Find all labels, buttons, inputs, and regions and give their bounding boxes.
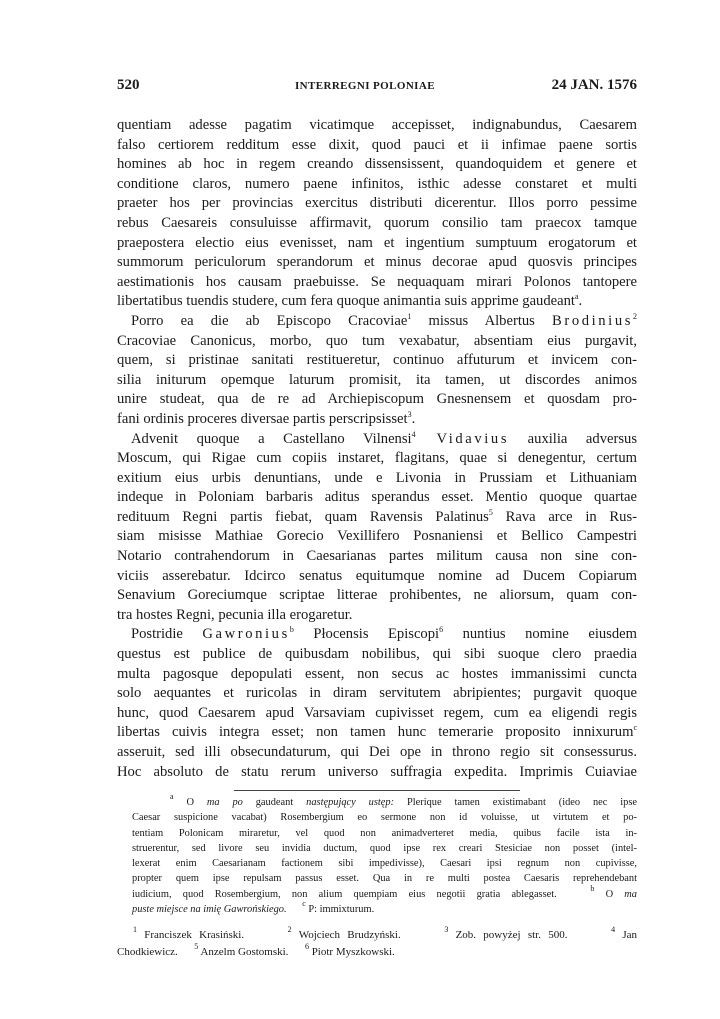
text-line: summorum periculorum sperandorum et minus decorae apud quosvis principes: [117, 254, 637, 271]
footnote-text: Anzelm Gostomski.: [198, 946, 289, 958]
text-line: Notario contrahendorum in Caesarianas partes militum causa non sine con-: [117, 548, 637, 565]
text-line: questus est publice de quibusdam nobilibus, qui sibi suoque clero praedia: [117, 646, 637, 663]
footnote-text: Jan: [615, 929, 638, 941]
text-run: nuntius nomine eiusdem: [443, 626, 637, 643]
note-line: Caesar suspicione vacabat) Rosembergium eo sermone non id voluisse, ut virtutem et po-: [132, 812, 637, 824]
text-line: [117, 292, 637, 312]
text-line: asseruit, sed illi obsecundaturum, qui Dei ope in throno regio sit consessurus.: [117, 744, 637, 760]
main-text: [117, 116, 637, 782]
footnote-text: Chodkiewicz.: [117, 946, 178, 958]
note-italic: ma po: [206, 797, 243, 808]
textual-notes: [132, 792, 638, 917]
text-run: Porro ea die ab Episcopo Cracoviae: [131, 312, 408, 329]
footnote-ref: b: [289, 625, 294, 635]
note-mark: 5: [194, 942, 199, 951]
footnote-ref: 1: [407, 311, 412, 321]
text-line: siam misisse Mathiae Gorecio Vexillifero Posnaniensi et Bellico Campestri: [117, 528, 637, 545]
footnote-ref: 3: [407, 409, 412, 419]
footnote-ref: 6: [439, 625, 444, 635]
note-mark: 3: [444, 925, 449, 934]
footnote-ref: a: [574, 292, 579, 302]
text-run: Rava arce in Rus-: [492, 508, 638, 525]
text-line: rebus Caesareis consuluisse affirmavit, quorum consilio tam praecox tamque: [117, 214, 637, 231]
footnote-text: Franciszek Krasiński.: [137, 929, 245, 941]
note-line: tentiam Polonicam miraretur, vel quod non animadverteret media, quibus facile ista in-: [132, 827, 637, 839]
text-run: libertas cuivis integra esset; non tamen hunc temerarie proposito innixurum: [117, 724, 634, 741]
note-run: iudicium, quod Rosembergium, non alium quempiam eius negotii gratia ablegasset.: [132, 888, 557, 900]
text-line: praepostera electio eius evenisset, nam et ingentium sumptuum erogatorum et: [117, 234, 637, 251]
text-line: Hoc absoluto de statu rerum universo suffragia expedita. Imprimis Cuiaviae: [117, 763, 637, 780]
note-run: O: [173, 797, 207, 808]
text-line: hunc, quod Caesarem apud Varsaviam cupivisset regem, cum ea eligendi regis: [117, 704, 637, 721]
note-mark: b: [590, 883, 595, 893]
text-run: .: [411, 410, 416, 427]
text-line: [117, 625, 637, 645]
note-italic: następujący ustęp:: [306, 797, 395, 808]
text-run: Płocensis Episcopi: [293, 626, 440, 643]
text-line: quentiam adesse pagatim vicatimque accepisset, indignabundus, Caesarem: [117, 117, 637, 133]
text-line: [117, 723, 637, 743]
note-run: gaudeant: [242, 797, 307, 808]
spaced-name: Gawronius: [202, 626, 290, 643]
text-line: silia initurum opemque laturum promisit, ita tamen, ut discordes animos: [117, 371, 637, 388]
note-line: lexerat enim Caesarianam factionem sibi impedivisse), Caesari ipsi regnum non cupivisse,: [132, 858, 637, 870]
spaced-name: Brodinius: [552, 312, 634, 329]
note-mark: 1: [133, 925, 137, 934]
note-line: struerentur, sed livore seu invidia ductum, quod ipse rex creari Stesiciae non posset (intel-: [132, 842, 637, 854]
text-line: aestimationis hos causam praebuisse. Se nequaquam mirari Polonos tantopere: [117, 273, 637, 290]
footnote-ref: c: [633, 723, 637, 733]
footnote-ref: 4: [411, 429, 416, 439]
text-run: Advenit quoque a Castellano Vilnensi: [131, 430, 412, 447]
note-line: [132, 792, 638, 810]
text-run: redituum Regni partis fiebat, quam Ravensis Palatinus: [117, 508, 489, 525]
text-line: praeter hos per provincias exercitus distributi dicerentur. Illos porro pessime: [117, 195, 637, 212]
note-mark: 2: [287, 925, 292, 934]
text-line: viciis asserebatur. Idcirco senatus equitumque nomine ad Ducem Copiarum: [117, 567, 637, 584]
running-header: [117, 77, 637, 99]
text-line: [117, 410, 637, 430]
text-run: auxilia adversus: [509, 430, 637, 447]
text-line: Senavium Goreciumque scriptae litterae prohibentes, ne aliorsum, quam con-: [117, 587, 637, 604]
footnote-text: Piotr Myszkowski.: [308, 946, 395, 958]
running-title: INTERREGNI POLONIAE: [295, 80, 435, 92]
header-date: 24 JAN. 1576: [551, 77, 637, 93]
text-line: [117, 508, 637, 528]
text-line: Moscum, qui Rigae cum copiis instaret, flagitans, quae si denegentur, certum: [117, 450, 637, 467]
footnote-line: [117, 944, 637, 961]
note-line: [132, 883, 637, 902]
text-line: exitium eius urbis denuntians, unde e Livonia in Prussiam et Lithuaniam: [117, 469, 637, 486]
numbered-footnotes: [117, 927, 637, 961]
text-line: [117, 312, 637, 332]
text-line: falso certiorem redditum esse dixit, quod pauci et ii infimae paene sortis: [117, 136, 637, 153]
text-run: libertatibus tuendis studere, cum fera quoque animantia suis apprime gaudeant: [117, 293, 575, 310]
note-line: propter quem ipse repulsam passus esset. Qua in re multi postea Caesaris reprehendebant: [132, 873, 637, 885]
footnote-ref: 5: [488, 507, 493, 517]
note-mark: 4: [611, 925, 616, 934]
note-italic: ma: [624, 888, 637, 900]
text-line: Cracoviae Canonicus, morbo, quo tum vexabatur, absentiam eius purgavit,: [117, 332, 637, 349]
text-line: [117, 430, 637, 450]
text-line: conditione claros, numero paene infinitos, isthic adesse constaret et multi: [117, 175, 637, 192]
note-run: O: [594, 888, 625, 900]
text-line: quem, si pristinae sanitati restitueretur, continuo affuturum et invicem con-: [117, 352, 637, 369]
text-run: Postridie: [131, 626, 203, 643]
text-line: multa pagosque depopulati essent, non secus ac hostes immanissimi cuncta: [117, 665, 637, 682]
text-line: unire studeat, qua de re ad Archiepiscopum Gnesnensem et quosdam pro-: [117, 391, 637, 408]
note-mark: a: [170, 792, 174, 801]
note-run: Plerique tamen existimabant (ideo nec ipse: [394, 797, 638, 808]
footnote-text: Wojciech Brudzyński.: [291, 929, 401, 941]
note-mark: c: [302, 899, 306, 909]
footnote-ref: 2: [633, 311, 638, 321]
text-line: solo aequantes et ruricolas in diram servitutem abripientes; purgavit quoque: [117, 685, 637, 702]
footnote-text: Zob. powyżej str. 500.: [448, 929, 568, 941]
text-line: homines ab hoc in regem creando dissensissent, quandoquidem et genere et: [117, 156, 637, 173]
note-line: [132, 899, 637, 917]
text-run: missus Albertus: [411, 312, 553, 329]
note-italic: puste miejsce na imię Gawrońskiego.: [132, 904, 287, 916]
page-number: 520: [117, 77, 140, 93]
text-line: tra hostes Regni, pecunia illa erogaretur.: [117, 606, 353, 623]
text-run: .: [578, 293, 583, 310]
note-mark: 6: [304, 942, 309, 951]
spaced-name: Vidavius: [415, 430, 510, 447]
footnote-divider: [234, 790, 520, 791]
note-run: P: immixturum.: [305, 904, 375, 916]
text-line: indeque in Poloniam barbaris aditus sperandus esset. Mentio quoque quartae: [117, 489, 637, 506]
text-run: fani ordinis proceres diversae partis perscripsisset: [117, 410, 408, 427]
